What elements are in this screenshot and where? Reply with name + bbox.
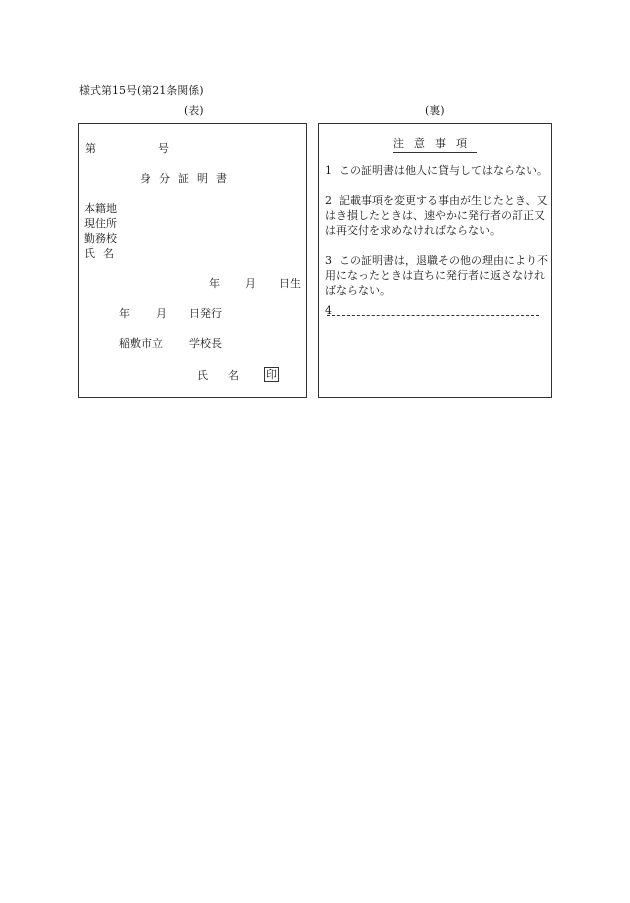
note-item bbox=[325, 193, 549, 238]
note-text: 記載事項を変更する事由が生じたとき、又はき損したときは、速やかに発行者の訂正又は再交付を求めなければならない。 bbox=[325, 194, 548, 237]
certificate-title: 身分証明書 bbox=[140, 172, 235, 185]
number-prefix: 第 bbox=[85, 142, 96, 155]
field-name: 氏名 bbox=[84, 247, 122, 260]
dashed-line bbox=[327, 315, 539, 316]
seal-box: 印 bbox=[266, 368, 277, 381]
field-school: 勤務校 bbox=[84, 232, 117, 245]
birth-month-label: 月 bbox=[245, 277, 256, 290]
issue-day-label: 日発行 bbox=[189, 307, 222, 320]
notes-title bbox=[319, 135, 551, 151]
issuer-principal: 学校長 bbox=[189, 337, 222, 350]
back-heading: (裏) bbox=[425, 104, 445, 117]
certificate-front bbox=[78, 123, 307, 398]
note-number: 4 bbox=[325, 304, 332, 317]
note-number: 1 bbox=[325, 164, 332, 177]
birth-year-label: 年 bbox=[209, 277, 220, 290]
issue-year-label: 年 bbox=[119, 307, 130, 320]
note-item bbox=[325, 163, 549, 178]
form-number: 様式第15号(第21条関係) bbox=[79, 84, 204, 97]
issuer-city: 稲敷市立 bbox=[119, 337, 163, 350]
notes-title-text: 注意事項 bbox=[393, 137, 477, 153]
birth-day-label: 日生 bbox=[279, 277, 301, 290]
front-heading: (表) bbox=[184, 104, 204, 117]
note-number: 2 bbox=[325, 194, 332, 207]
note-item bbox=[325, 253, 549, 298]
note-text: この証明書は他人に貸与してはならない。 bbox=[339, 164, 548, 177]
issue-month-label: 月 bbox=[156, 307, 167, 320]
certificate-back bbox=[318, 123, 552, 398]
field-address: 現住所 bbox=[84, 217, 117, 230]
note-text: この証明書は，退職その他の理由により不用になったときは直ちに発行者に返さなければならない。 bbox=[325, 254, 548, 297]
note-item-blank bbox=[325, 305, 539, 317]
note-number: 3 bbox=[325, 254, 332, 267]
number-suffix: 号 bbox=[158, 142, 169, 155]
signature-name-label: 氏名 bbox=[197, 369, 259, 382]
seal-mark bbox=[264, 367, 279, 382]
field-domicile: 本籍地 bbox=[84, 202, 117, 215]
